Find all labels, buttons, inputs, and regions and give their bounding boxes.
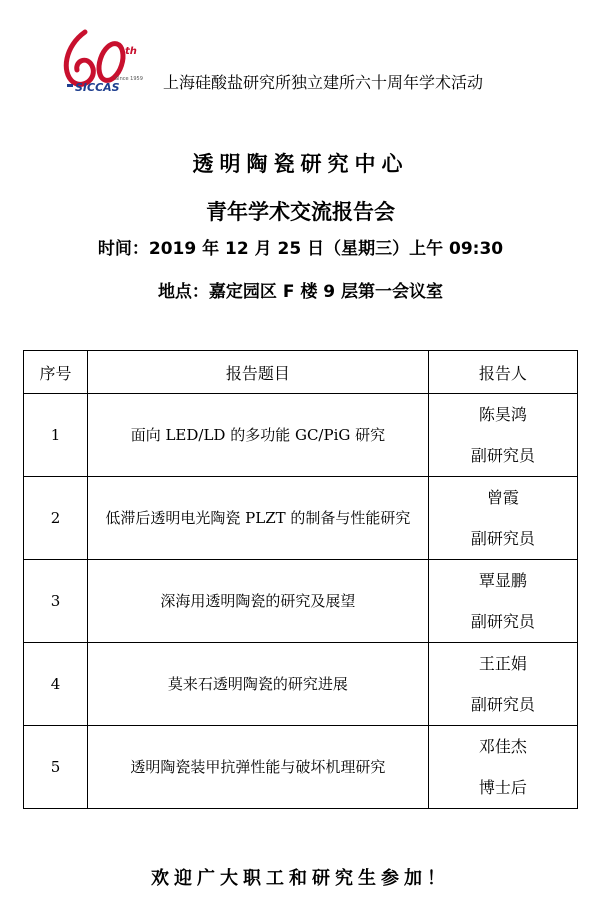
table-row xyxy=(24,643,578,726)
event-info xyxy=(0,148,601,307)
logo-graphic xyxy=(55,24,155,104)
row-speaker xyxy=(428,477,577,560)
speaker-title: 副研究员 xyxy=(470,695,535,714)
speaker-name: 曾霞 xyxy=(486,488,519,507)
speaker-name: 覃显鹏 xyxy=(478,571,527,590)
row-speaker xyxy=(428,726,577,809)
schedule-table xyxy=(23,350,578,809)
header-topic: 报告题目 xyxy=(88,351,429,394)
logo-brand: SICCAS xyxy=(75,81,120,94)
table-header-row xyxy=(24,351,578,394)
row-no: 1 xyxy=(24,394,88,477)
row-topic: 透明陶瓷装甲抗弹性能与破坏机理研究 xyxy=(88,726,429,809)
row-topic: 深海用透明陶瓷的研究及展望 xyxy=(88,560,429,643)
row-speaker xyxy=(428,394,577,477)
event-location: 地点：嘉定园区 F 楼 9 层第一会议室 xyxy=(157,282,444,302)
speaker-title: 副研究员 xyxy=(470,612,535,631)
row-topic: 莫来石透明陶瓷的研究进展 xyxy=(88,643,429,726)
header-speaker: 报告人 xyxy=(428,351,577,394)
center-name: 透明陶瓷研究中心 xyxy=(192,151,409,176)
header-no: 序号 xyxy=(24,351,88,394)
row-speaker xyxy=(428,560,577,643)
row-speaker xyxy=(428,643,577,726)
anniversary-title: 上海硅酸盐研究所独立建所六十周年学术活动 xyxy=(163,73,484,92)
logo-superscript: th xyxy=(125,46,137,57)
speaker-name: 王正娟 xyxy=(478,654,527,673)
speaker-title: 副研究员 xyxy=(470,529,535,548)
welcome-message: 欢迎广大职工和研究生参加！ xyxy=(151,868,450,889)
header xyxy=(55,24,575,104)
row-no: 5 xyxy=(24,726,88,809)
meeting-name: 青年学术交流报告会 xyxy=(206,200,395,224)
logo-tagline: Since 1959 xyxy=(115,76,143,82)
speaker-name: 陈昊鸿 xyxy=(478,405,527,424)
table-row xyxy=(24,726,578,809)
row-topic: 低滞后透明电光陶瓷 PLZT 的制备与性能研究 xyxy=(88,477,429,560)
table-row xyxy=(24,477,578,560)
event-time: 时间：2019 年 12 月 25 日（星期三）上午 09:30 xyxy=(97,239,504,259)
table-row xyxy=(24,394,578,477)
table-row xyxy=(24,560,578,643)
row-no: 4 xyxy=(24,643,88,726)
row-no: 3 xyxy=(24,560,88,643)
speaker-title: 博士后 xyxy=(478,778,527,797)
speaker-name: 邓佳杰 xyxy=(478,737,527,756)
row-no: 2 xyxy=(24,477,88,560)
siccas-60th-logo xyxy=(55,24,155,104)
speaker-title: 副研究员 xyxy=(470,446,535,465)
row-topic: 面向 LED/LD 的多功能 GC/PiG 研究 xyxy=(88,394,429,477)
